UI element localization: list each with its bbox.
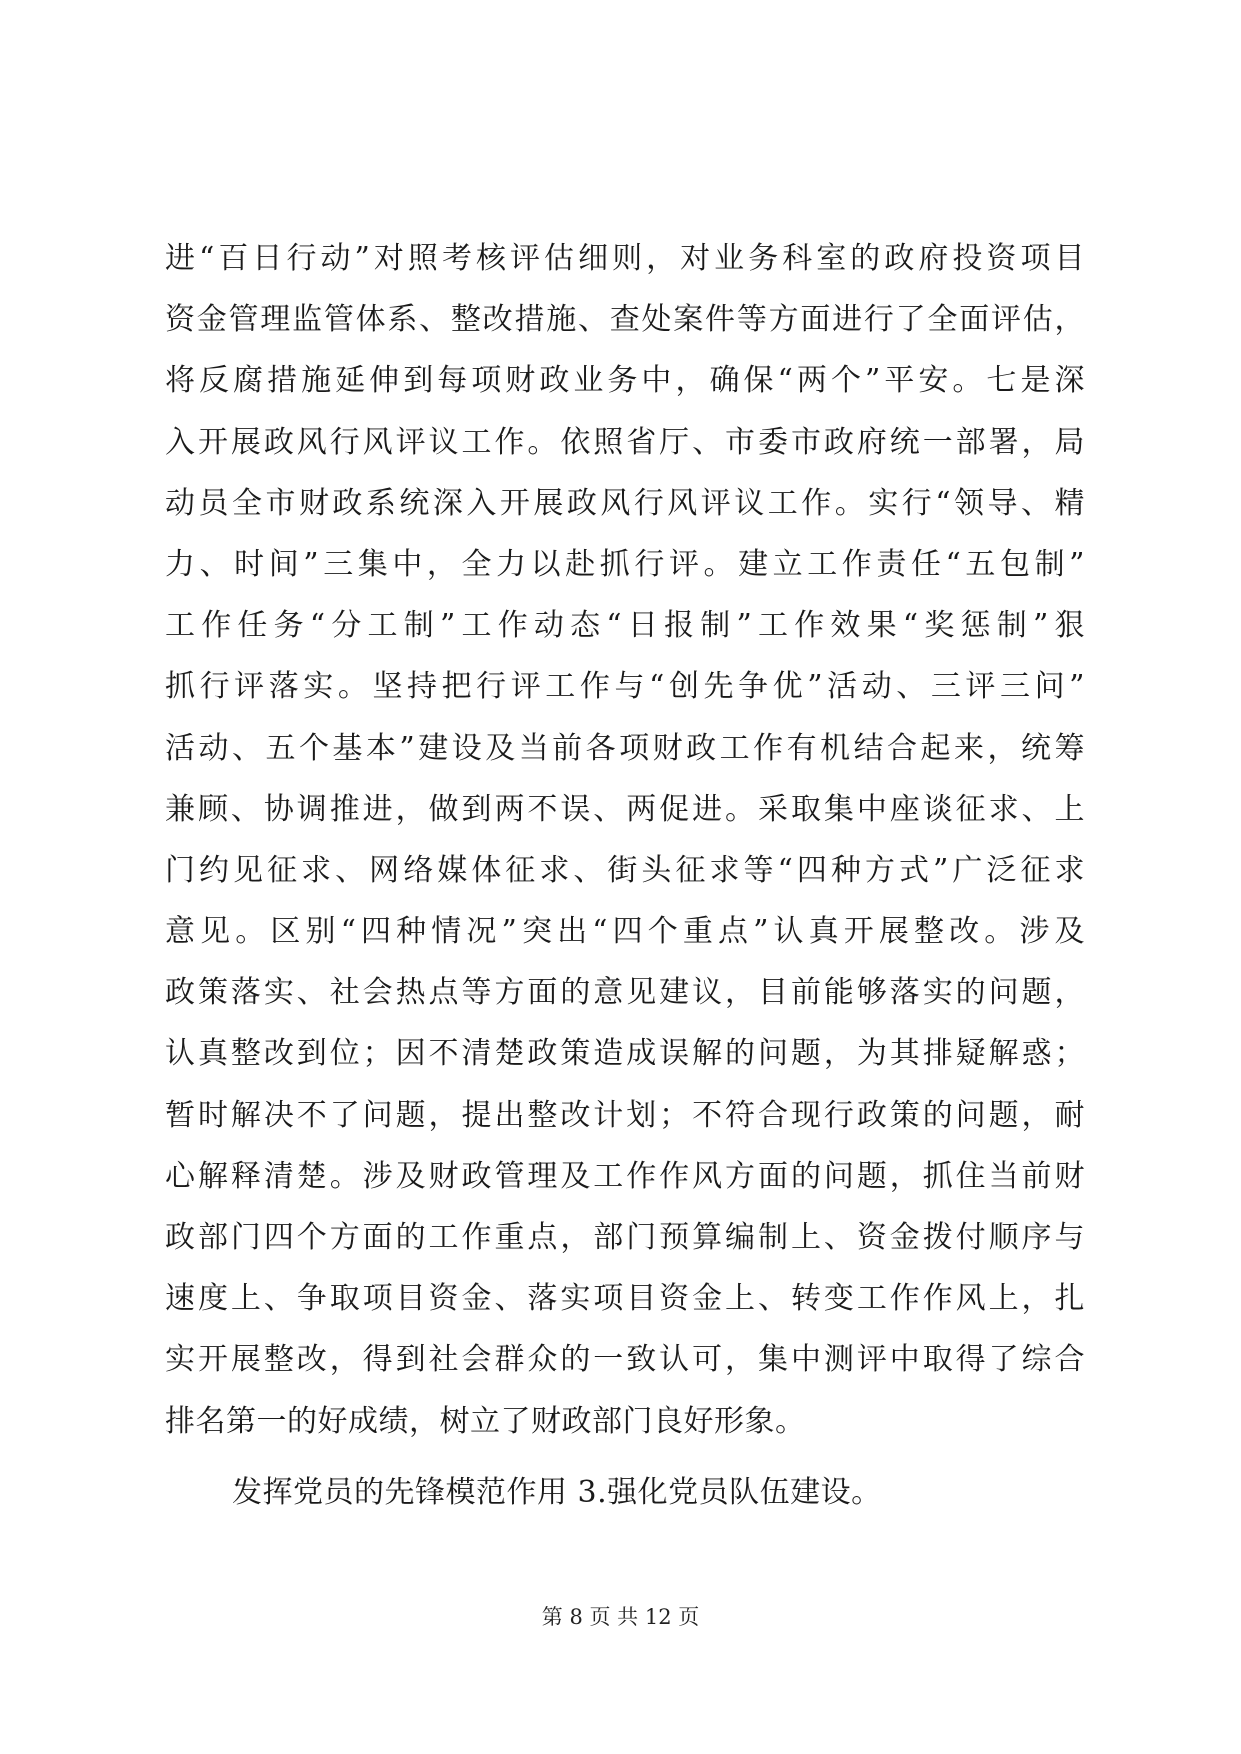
text-line: 排名第一的好成绩，树立了财政部门良好形象。 — [165, 1403, 806, 1439]
text-line: 工作任务“分工制”工作动态“日报制”工作效果“奖惩制”狠 — [165, 608, 1085, 644]
text-line: 活动、五个基本”建设及当前各项财政工作有机结合起来，统筹 — [165, 730, 1085, 766]
paragraph-2: 发挥党员的先锋模范作用 3.强化党员队伍建设。 — [232, 1474, 882, 1510]
text-line: 暂时解决不了问题，提出整改计划；不符合现行政策的问题，耐 — [165, 1097, 1085, 1133]
text-line: 入开展政风行风评议工作。依照省厅、市委市政府统一部署，局 — [165, 424, 1085, 460]
text-line: 兼顾、协调推进，做到两不误、两促进。采取集中座谈征求、上 — [165, 791, 1085, 827]
text-line: 抓行评落实。坚持把行评工作与“创先争优”活动、三评三问” — [165, 669, 1085, 705]
page-footer: 第 8 页 共 12 页 — [541, 1605, 700, 1629]
text-line: 速度上、争取项目资金、落实项目资金上、转变工作作风上，扎 — [165, 1281, 1085, 1317]
text-line: 心解释清楚。涉及财政管理及工作作风方面的问题，抓住当前财 — [165, 1158, 1085, 1194]
paragraph-gap — [165, 1452, 1085, 1462]
text-line: 将反腐措施延伸到每项财政业务中，确保“两个”平安。七是深 — [165, 363, 1085, 399]
text-line: 政策落实、社会热点等方面的意见建议，目前能够落实的问题， — [165, 975, 1085, 1011]
text-line: 门约见征求、网络媒体征求、街头征求等“四种方式”广泛征求 — [165, 852, 1085, 888]
text-line: 资金管理监管体系、整改措施、查处案件等方面进行了全面评估， — [165, 302, 1085, 338]
text-line: 认真整改到位；因不清楚政策造成误解的问题，为其排疑解惑； — [165, 1036, 1085, 1072]
text-line: 政部门四个方面的工作重点，部门预算编制上、资金拨付顺序与 — [165, 1220, 1085, 1255]
body-text — [165, 228, 1085, 1523]
text-line: 意见。区别“四种情况”突出“四个重点”认真开展整改。涉及 — [165, 914, 1085, 950]
text-line: 实开展整改，得到社会群众的一致认可，集中测评中取得了综合 — [165, 1342, 1085, 1378]
paragraph-1 — [165, 228, 1085, 1452]
text-line: 动员全市财政系统深入开展政风行风评议工作。实行“领导、精 — [165, 485, 1085, 521]
text-line: 进“百日行动”对照考核评估细则，对业务科室的政府投资项目 — [165, 241, 1085, 276]
text-line: 力、时间”三集中，全力以赴抓行评。建立工作责任“五包制” — [165, 546, 1085, 582]
